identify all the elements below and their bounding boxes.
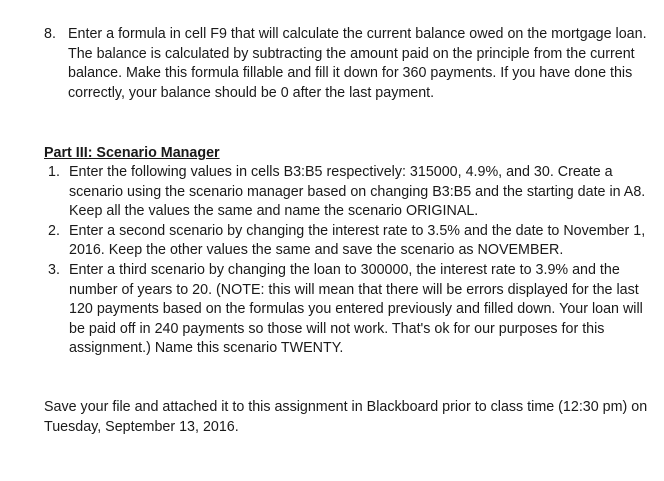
- step-8: [44, 25, 654, 103]
- list-item-text: Enter the following values in cells B3:B5 respectively: 315000, 4.9%, and 30. Create a scenario using the scenario manager based on changing B3:B5 and the starting date in A8. Keep all the values the same and name the scenario ORIGINAL.: [69, 164, 646, 220]
- section-heading: Part III: Scenario Manager: [44, 145, 220, 161]
- scenario-steps-list: [44, 163, 654, 359]
- list-item-number: 2.: [48, 222, 60, 239]
- list-item: [44, 222, 654, 261]
- list-item-text: Enter a second scenario by changing the interest rate to 3.5% and the date to November 1, 2016. Keep the other values the same and save the scenario as NOVEMBER.: [69, 222, 646, 259]
- closing-paragraph: Save your file and attached it to this assignment in Blackboard prior to class time (12:30 pm) on Tuesday, September 13, 2016.: [44, 399, 648, 435]
- step-8-text: Enter a formula in cell F9 that will calculate the current balance owed on the mortgage loan. The balance is calculated by subtracting the amount paid on the principle from the current balance. Make this formula fillable and fill it down for 360 payments. If you have done this correctly, your balance should be 0 after the last payment.: [68, 26, 647, 101]
- list-item: [44, 261, 654, 359]
- step-8-number: 8.: [44, 26, 56, 42]
- list-item: [44, 163, 654, 222]
- list-item-number: 1.: [48, 164, 60, 180]
- list-item-number: 3.: [48, 261, 60, 278]
- list-item-text: Enter a third scenario by changing the loan to 300000, the interest rate to 3.9% and the number of years to 20. (NOTE: this will mean that there will be errors displayed for the last 120 payments based on the formulas you entered previously and filled down. Your loan will be paid off in 240 payments so those will not work. That's ok for our purposes for this assignment.) Name this scenario TWENTY.: [69, 261, 643, 357]
